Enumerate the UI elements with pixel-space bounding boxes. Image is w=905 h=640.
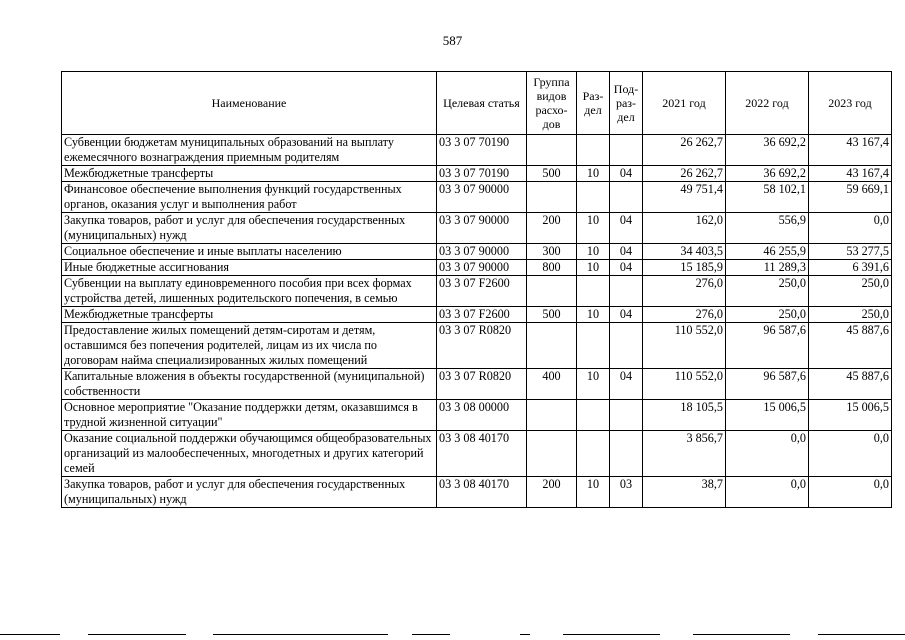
cell-2021: 276,0 — [643, 276, 726, 307]
cell-name: Капитальные вложения в объекты государственной (муниципальной) собственности — [62, 369, 437, 400]
cell-2021: 162,0 — [643, 213, 726, 244]
table-row — [62, 431, 892, 477]
cell-subsection: 04 — [610, 213, 643, 244]
cell-2023: 43 167,4 — [809, 166, 892, 182]
footer-rule — [693, 634, 790, 635]
cell-2022: 58 102,1 — [726, 182, 809, 213]
cell-group — [527, 323, 577, 369]
cell-name: Закупка товаров, работ и услуг для обеспечения государственных (муниципальных) нужд — [62, 213, 437, 244]
cell-target: 03 3 07 90000 — [437, 244, 527, 260]
cell-subsection — [610, 400, 643, 431]
header-name: Наименование — [62, 72, 437, 135]
cell-name: Межбюджетные трансферты — [62, 166, 437, 182]
cell-target: 03 3 07 R0820 — [437, 369, 527, 400]
cell-target: 03 3 08 40170 — [437, 431, 527, 477]
cell-2022: 36 692,2 — [726, 135, 809, 166]
cell-name: Иные бюджетные ассигнования — [62, 260, 437, 276]
header-subsection: Под-раз-дел — [610, 72, 643, 135]
cell-2021: 276,0 — [643, 307, 726, 323]
table-row — [62, 276, 892, 307]
cell-group: 500 — [527, 307, 577, 323]
cell-2022: 36 692,2 — [726, 166, 809, 182]
cell-2023: 6 391,6 — [809, 260, 892, 276]
cell-name: Финансовое обеспечение выполнения функций государственных органов, оказания услуг и выполнения работ — [62, 182, 437, 213]
cell-2021: 3 856,7 — [643, 431, 726, 477]
header-2023: 2023 год — [809, 72, 892, 135]
table-body — [62, 135, 892, 508]
cell-target: 03 3 08 00000 — [437, 400, 527, 431]
table-row — [62, 307, 892, 323]
cell-target: 03 3 07 90000 — [437, 182, 527, 213]
footer-rule — [412, 634, 450, 635]
cell-2023: 0,0 — [809, 477, 892, 508]
cell-group: 400 — [527, 369, 577, 400]
footer-rule — [88, 634, 186, 635]
cell-2022: 556,9 — [726, 213, 809, 244]
table-row — [62, 260, 892, 276]
cell-subsection — [610, 182, 643, 213]
table-row — [62, 244, 892, 260]
table-row — [62, 323, 892, 369]
cell-group: 200 — [527, 477, 577, 508]
cell-2021: 26 262,7 — [643, 135, 726, 166]
cell-2021: 38,7 — [643, 477, 726, 508]
cell-2021: 18 105,5 — [643, 400, 726, 431]
cell-section — [577, 400, 610, 431]
cell-group — [527, 431, 577, 477]
cell-2021: 110 552,0 — [643, 323, 726, 369]
cell-target: 03 3 07 R0820 — [437, 323, 527, 369]
footer-rule — [563, 634, 660, 635]
cell-2022: 11 289,3 — [726, 260, 809, 276]
cell-group: 500 — [527, 166, 577, 182]
cell-section: 10 — [577, 477, 610, 508]
cell-2023: 0,0 — [809, 213, 892, 244]
cell-name: Закупка товаров, работ и услуг для обеспечения государственных (муниципальных) нужд — [62, 477, 437, 508]
cell-group: 800 — [527, 260, 577, 276]
cell-name: Оказание социальной поддержки обучающимся общеобразовательных организаций из малообеспеченных, многодетных и других категорий семей — [62, 431, 437, 477]
cell-target: 03 3 07 F2600 — [437, 307, 527, 323]
cell-2023: 59 669,1 — [809, 182, 892, 213]
cell-group — [527, 400, 577, 431]
footer-rule — [818, 634, 905, 635]
table-row — [62, 477, 892, 508]
cell-group: 200 — [527, 213, 577, 244]
cell-2021: 34 403,5 — [643, 244, 726, 260]
table-row — [62, 369, 892, 400]
cell-section — [577, 323, 610, 369]
cell-group — [527, 135, 577, 166]
budget-table — [61, 71, 892, 508]
header-section: Раз-дел — [577, 72, 610, 135]
cell-subsection: 04 — [610, 307, 643, 323]
cell-section: 10 — [577, 244, 610, 260]
table-row — [62, 213, 892, 244]
cell-section — [577, 276, 610, 307]
cell-section: 10 — [577, 260, 610, 276]
table-row — [62, 166, 892, 182]
cell-2023: 43 167,4 — [809, 135, 892, 166]
table-header-row — [62, 72, 892, 135]
cell-name: Социальное обеспечение и иные выплаты населению — [62, 244, 437, 260]
cell-subsection: 04 — [610, 369, 643, 400]
cell-2023: 0,0 — [809, 431, 892, 477]
cell-target: 03 3 07 F2600 — [437, 276, 527, 307]
header-2021: 2021 год — [643, 72, 726, 135]
cell-2023: 250,0 — [809, 307, 892, 323]
cell-subsection — [610, 135, 643, 166]
cell-group: 300 — [527, 244, 577, 260]
cell-2023: 45 887,6 — [809, 323, 892, 369]
table-row — [62, 135, 892, 166]
cell-subsection: 04 — [610, 166, 643, 182]
cell-2023: 45 887,6 — [809, 369, 892, 400]
footer-rule — [213, 634, 388, 635]
cell-group — [527, 276, 577, 307]
cell-subsection — [610, 276, 643, 307]
cell-target: 03 3 07 70190 — [437, 166, 527, 182]
footer-rule — [0, 634, 60, 635]
cell-2021: 26 262,7 — [643, 166, 726, 182]
cell-name: Межбюджетные трансферты — [62, 307, 437, 323]
header-group: Группа видов расхо-дов — [527, 72, 577, 135]
cell-target: 03 3 07 70190 — [437, 135, 527, 166]
cell-group — [527, 182, 577, 213]
footer-rule — [520, 634, 530, 635]
cell-section — [577, 431, 610, 477]
cell-2021: 15 185,9 — [643, 260, 726, 276]
page-number: 587 — [442, 33, 463, 48]
cell-2022: 96 587,6 — [726, 323, 809, 369]
cell-name: Субвенции на выплату единовременного пособия при всех формах устройства детей, лишенных родительского попечения, в семью — [62, 276, 437, 307]
cell-name: Основное мероприятие "Оказание поддержки детям, оказавшимся в трудной жизненной ситуации" — [62, 400, 437, 431]
cell-2022: 96 587,6 — [726, 369, 809, 400]
table-row — [62, 182, 892, 213]
cell-subsection: 04 — [610, 244, 643, 260]
table-row — [62, 400, 892, 431]
cell-target: 03 3 07 90000 — [437, 260, 527, 276]
cell-section: 10 — [577, 369, 610, 400]
cell-target: 03 3 08 40170 — [437, 477, 527, 508]
cell-2023: 15 006,5 — [809, 400, 892, 431]
cell-section — [577, 182, 610, 213]
cell-2022: 250,0 — [726, 276, 809, 307]
cell-section: 10 — [577, 213, 610, 244]
cell-section: 10 — [577, 307, 610, 323]
cell-subsection — [610, 323, 643, 369]
header-target: Целевая статья — [437, 72, 527, 135]
cell-name: Предоставление жилых помещений детям-сиротам и детям, оставшимся без попечения родителей, лицам из их числа по договорам найма специализированных жилых помещений — [62, 323, 437, 369]
cell-subsection: 03 — [610, 477, 643, 508]
cell-name: Субвенции бюджетам муниципальных образований на выплату ежемесячного вознаграждения приемным родителям — [62, 135, 437, 166]
cell-section — [577, 135, 610, 166]
cell-2022: 15 006,5 — [726, 400, 809, 431]
cell-2022: 0,0 — [726, 477, 809, 508]
cell-2021: 110 552,0 — [643, 369, 726, 400]
cell-subsection: 04 — [610, 260, 643, 276]
cell-2022: 46 255,9 — [726, 244, 809, 260]
cell-2021: 49 751,4 — [643, 182, 726, 213]
cell-subsection — [610, 431, 643, 477]
cell-2023: 250,0 — [809, 276, 892, 307]
cell-2023: 53 277,5 — [809, 244, 892, 260]
cell-2022: 0,0 — [726, 431, 809, 477]
header-2022: 2022 год — [726, 72, 809, 135]
cell-section: 10 — [577, 166, 610, 182]
cell-target: 03 3 07 90000 — [437, 213, 527, 244]
cell-2022: 250,0 — [726, 307, 809, 323]
